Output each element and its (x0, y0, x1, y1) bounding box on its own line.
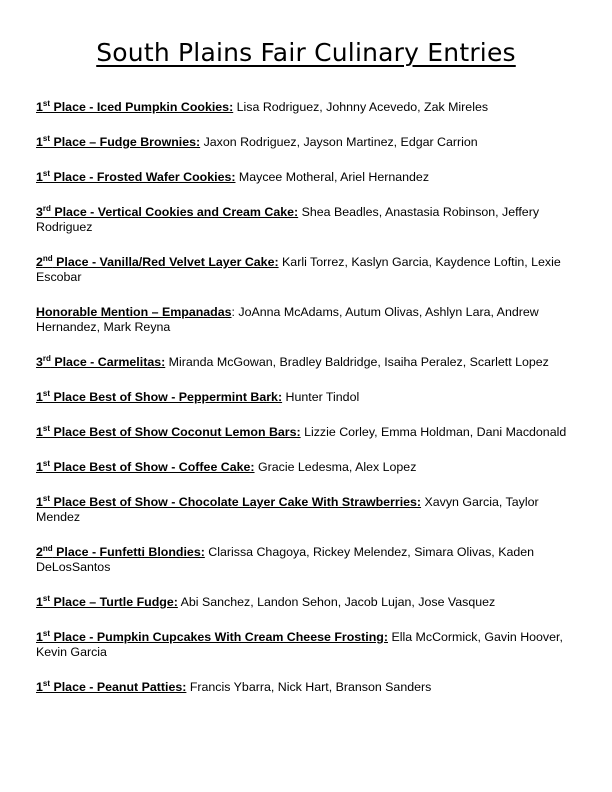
entry-item (36, 460, 584, 475)
award-label: 1st Place - Pumpkin Cupcakes With Cream Cheese Frosting: (36, 629, 388, 644)
award-label: 1st Place Best of Show - Coffee Cake: (36, 459, 255, 474)
entry-item (36, 680, 584, 695)
entrant-names: Ella McCormick, Gavin Hoover, Kevin Garcia (36, 630, 563, 659)
entrant-names: Shea Beadles, Anastasia Robinson, Jeffery Rodriguez (36, 205, 540, 234)
entrant-names: Maycee Motheral, Ariel Hernandez (235, 170, 430, 184)
page-title: South Plains Fair Culinary Entries (96, 38, 516, 67)
entry-item (36, 135, 584, 150)
entry-item (36, 170, 584, 185)
entry-item (36, 495, 584, 525)
entrant-names: Hunter Tindol (282, 390, 360, 404)
entrant-names: Clarissa Chagoya, Rickey Melendez, Simara Olivas, Kaden DeLosSantos (36, 545, 535, 574)
entry-list (36, 100, 584, 715)
entry-item (36, 390, 584, 405)
award-label: 1st Place - Frosted Wafer Cookies: (36, 169, 236, 184)
entrant-names: Francis Ybarra, Nick Hart, Branson Sanders (186, 680, 432, 694)
entry-item (36, 630, 584, 660)
entry-item (36, 425, 584, 440)
entry-item (36, 205, 584, 235)
award-label: 1st Place Best of Show Coconut Lemon Bars: (36, 424, 301, 439)
entrant-names: : JoAnna McAdams, Autum Olivas, Ashlyn Lara, Andrew Hernandez, Mark Reyna (36, 305, 539, 334)
entry-item (36, 255, 584, 285)
entry-item (36, 100, 584, 115)
entrant-names: Jaxon Rodriguez, Jayson Martinez, Edgar Carrion (200, 135, 478, 149)
entry-item (36, 595, 584, 610)
award-label: 1st Place Best of Show - Peppermint Bark: (36, 389, 283, 404)
award-label: Honorable Mention – Empanadas (36, 305, 232, 319)
award-label: 1st Place – Turtle Fudge: (36, 594, 178, 609)
award-label: 1st Place - Peanut Patties: (36, 679, 187, 694)
entrant-names: Lizzie Corley, Emma Holdman, Dani Macdonald (300, 425, 567, 439)
award-label: 1st Place Best of Show - Chocolate Layer Cake With Strawberries: (36, 494, 422, 509)
award-label: 1st Place - Iced Pumpkin Cookies: (36, 99, 234, 114)
entrant-names: Abi Sanchez, Landon Sehon, Jacob Lujan, Jose Vasquez (177, 595, 496, 609)
award-label: 3rd Place - Vertical Cookies and Cream Cake: (36, 204, 299, 219)
award-label: 2nd Place - Vanilla/Red Velvet Layer Cake: (36, 254, 279, 269)
entry-item (36, 305, 584, 335)
entrant-names: Karli Torrez, Kaslyn Garcia, Kaydence Loftin, Lexie Escobar (36, 255, 561, 284)
entrant-names: Lisa Rodriguez, Johnny Acevedo, Zak Mireles (233, 100, 489, 114)
award-label: 2nd Place - Funfetti Blondies: (36, 544, 205, 559)
entrant-names: Gracie Ledesma, Alex Lopez (254, 460, 417, 474)
entrant-names: Xavyn Garcia, Taylor Mendez (36, 495, 539, 524)
award-label: 3rd Place - Carmelitas: (36, 354, 166, 369)
award-label: 1st Place – Fudge Brownies: (36, 134, 201, 149)
entrant-names: Miranda McGowan, Bradley Baldridge, Isaiha Peralez, Scarlett Lopez (165, 355, 549, 369)
entry-item (36, 355, 584, 370)
entry-item (36, 545, 584, 575)
